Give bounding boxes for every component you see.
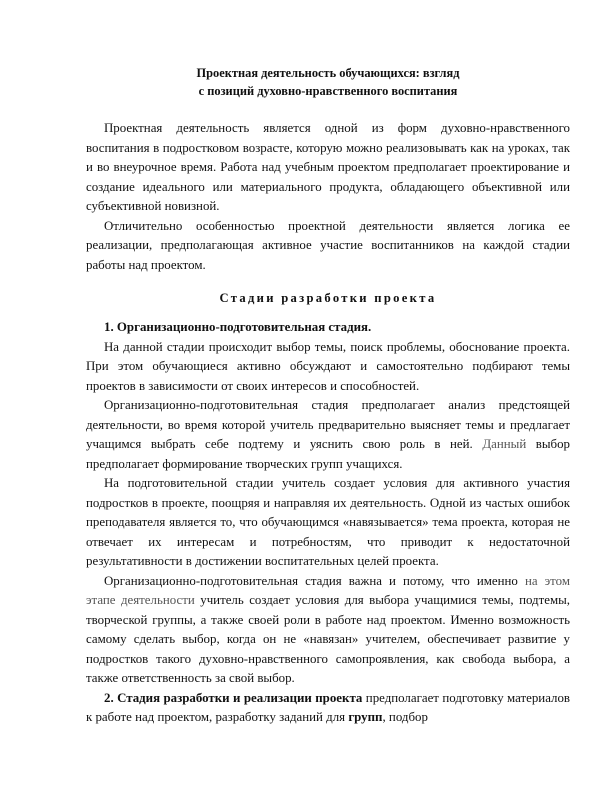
stage-2-text-end: , подбор [382,710,428,724]
stage-1-paragraph-4-start: Организационно-подготовительная стадия важна и потому, что именно [104,573,518,588]
title-line-1: Проектная деятельность обучающихся: взгляд [196,66,460,80]
stage-1-paragraph-1: На данной стадии происходит выбор темы, поиск проблемы, обоснование проекта. При этом обучающиеся активно обсуждают и самостоятельно подбирают темы проектов в зависимости от своих интересов и способностей. [86,339,570,393]
stage-2-paragraph [86,689,570,728]
stage-1-paragraph-4-gray: на этом этапе деятельности [86,573,570,607]
stage-2-text-start: предполагает подготовку материалов к работе над проектом, разработку заданий для [86,690,570,724]
document-title [86,64,570,100]
stage-1-paragraph-2-end: выбор предполагает формирование творческих групп учащихся. [86,437,570,471]
stage-1-paragraph-2-gray: Данный [482,437,527,451]
stage-1-paragraph-4-end: учитель создает условия для выбора учащимися темы, подтемы, творческой группы, а также своей роли в работе над проектом. Именно возможность самому сделать выбор, когда он не «навязан» учителем, обеспечивает развитие у подростков такого духовно-нравственного самопроявления, как свобода выбора, а также ответственность за свой выбор. [86,593,571,685]
stages-heading: Стадии разработки проекта [219,291,437,305]
document-body [86,64,570,728]
stage-1-paragraph-4 [86,572,570,689]
stage-1-paragraph-2 [86,396,570,474]
stage-1-heading: 1. Организационно-подготовительная стадия. [104,320,372,334]
intro-paragraph-1: Проектная деятельность является одной из форм духовно-нравственного воспитания в подростковом возрасте, которую можно реализовывать как на уроках, так и во внеурочное время. Работа над учебным проектом предполагает проектирование и создание идеального или материального продукта, обладающего объективной или субъективной новизной. [86,121,570,213]
intro-paragraph-2: Отличительно особенностью проектной деятельности является логика ее реализации, предполагающая активное участие воспитанников на каждой стадии работы над проектом. [86,218,570,272]
stage-2-heading: 2. Стадия разработки и реализации проекта [104,690,363,705]
stage-1-paragraph-3: На подготовительной стадии учитель создает условия для активного участия подростков в проекте, поощряя и направляя их деятельность. Одной из частых ошибок преподавателя является то, что обучающимся «навязывается» тема проекта, которая не отвечает их интересам и потребностям, что приводит к недостаточной результативности в достижении воспитательных целей проекта. [86,476,570,568]
stage-1-paragraph-2-main: Организационно-подготовительная стадия предполагает анализ предстоящей деятельности, во время которой учитель предварительно выясняет темы и предлагает учащимся выбрать себе подтему и уяснить свою роль в ней. [86,398,570,451]
title-line-2: с позиций духовно-нравственного воспитания [198,84,458,98]
stage-2-bold-groups: групп [348,710,383,724]
